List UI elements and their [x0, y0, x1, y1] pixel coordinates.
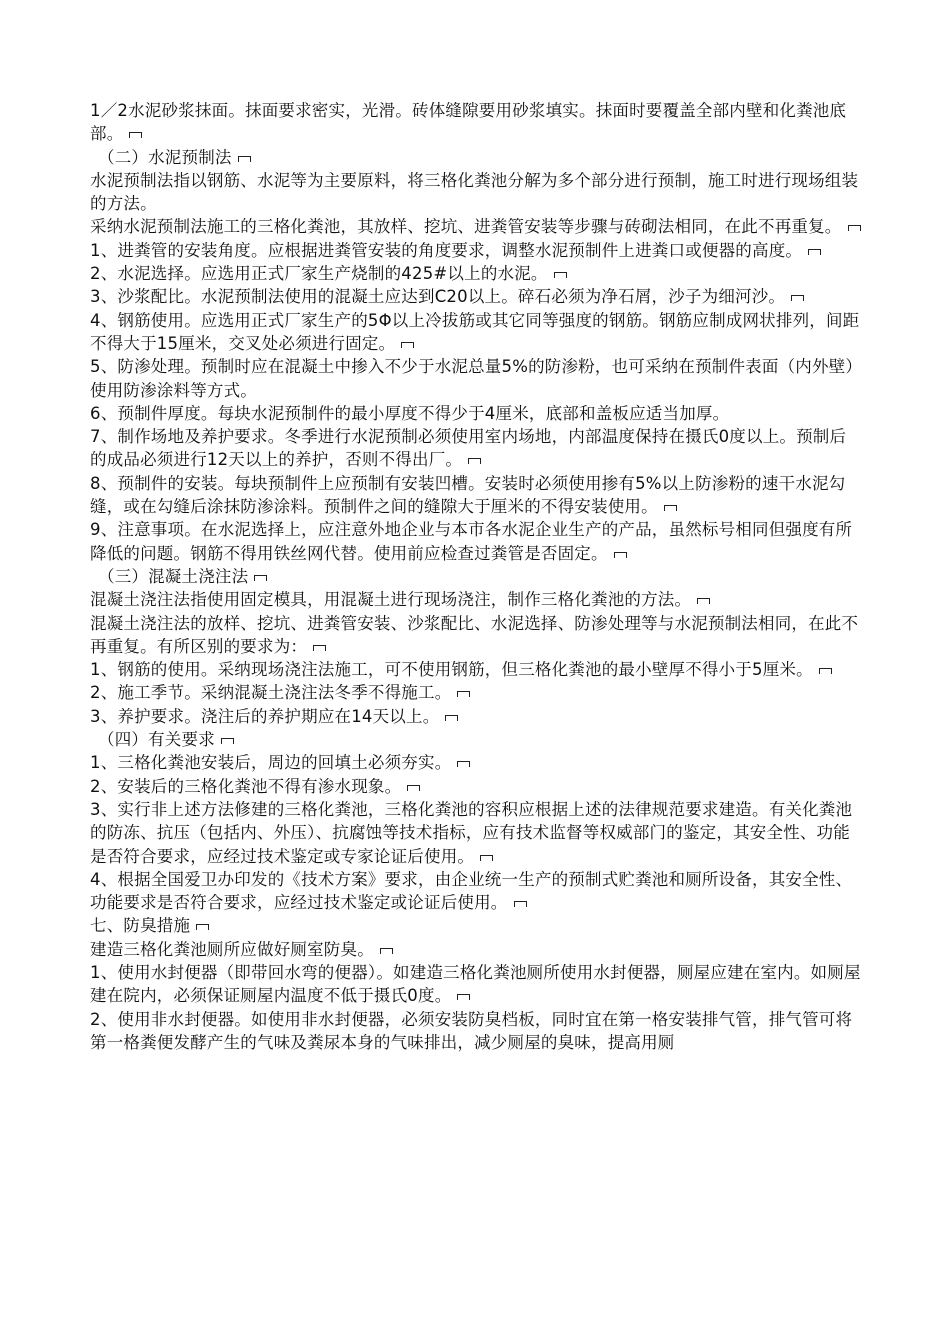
paragraph	[90, 425, 862, 472]
paragraph-text: 1／2水泥砂浆抹面。抹面要求密实，光滑。砖体缝隙要用砂浆填实。抹面时要覆盖全部内壁和化粪池底部。	[90, 101, 847, 144]
paragraph-mark-icon	[819, 668, 832, 674]
paragraph	[90, 99, 862, 146]
paragraph-mark-icon	[791, 295, 804, 301]
paragraph-text: 7、制作场地及养护要求。冬季进行水泥预制必须使用室内场地，内部温度保持在摄氏0度以上。预制后的成品必须进行12天以上的养护，否则不得出厂。	[90, 427, 847, 470]
paragraph-mark-icon	[445, 715, 458, 721]
paragraph-mark-icon	[221, 738, 234, 744]
paragraph	[90, 472, 862, 519]
paragraph-mark-icon	[457, 691, 470, 697]
paragraph	[90, 355, 862, 402]
paragraph-mark-icon	[808, 249, 821, 255]
paragraph	[90, 751, 862, 774]
paragraph-text: （二）水泥预制法	[98, 147, 232, 167]
paragraph-mark-icon	[664, 505, 677, 511]
paragraph-mark-icon	[238, 156, 251, 162]
paragraph-text: 2、施工季节。采纳混凝土浇注法冬季不得施工。	[90, 683, 452, 703]
paragraph-text: 5、防渗处理。预制时应在混凝土中掺入不少于水泥总量5%的防渗粉，也可采纳在预制件表面（内外壁）使用防渗涂料等方式。	[90, 357, 854, 400]
paragraph	[90, 588, 862, 611]
paragraph-mark-icon	[380, 948, 393, 954]
paragraph	[90, 914, 862, 937]
section-heading	[90, 146, 862, 169]
paragraph-mark-icon	[401, 342, 414, 348]
paragraph	[90, 402, 862, 425]
paragraph-mark-icon	[196, 924, 209, 930]
paragraph-text: 建造三格化粪池厕所应做好厕室防臭。	[90, 939, 374, 959]
paragraph	[90, 658, 862, 681]
paragraph	[90, 239, 862, 262]
paragraph-mark-icon	[457, 994, 470, 1000]
paragraph	[90, 518, 862, 565]
paragraph-mark-icon	[480, 855, 493, 861]
paragraph-mark-icon	[697, 598, 710, 604]
paragraph-text: 3、沙浆配比。水泥预制法使用的混凝土应达到C20以上。碎石必须为净石屑，沙子为细河沙。	[90, 287, 786, 307]
section-heading	[90, 728, 862, 751]
paragraph	[90, 309, 862, 356]
paragraph-mark-icon	[254, 575, 267, 581]
paragraph	[90, 262, 862, 285]
paragraph	[90, 1008, 862, 1055]
paragraph-text: 2、水泥选择。应选用正式厂家生产烧制的425#以上的水泥。	[90, 264, 548, 284]
paragraph-text: 1、使用水封便器（即带回水弯的便器）。如建造三格化粪池厕所使用水封便器，厕屋应建在室内。如厕屋建在院内，必须保证厕屋内温度不低于摄氏0度。	[90, 962, 861, 1006]
paragraph-mark-icon	[554, 272, 567, 278]
paragraph-text: 4、根据全国爱卫办印发的《技术方案》要求，由企业统一生产的预制式贮粪池和厕所设备，其安全性、功能要求是否符合要求，应经过技术鉴定或论证后使用。	[90, 869, 853, 913]
paragraph-text: 9、注意事项。在水泥选择上，应注意外地企业与本市各水泥企业生产的产品，虽然标号相同但强度有所降低的问题。钢筋不得用铁丝网代替。使用前应检查过粪管是否固定。	[90, 520, 853, 563]
paragraph-text: 混凝土浇注法指使用固定模具，用混凝土进行现场浇注，制作三格化粪池的方法。	[90, 590, 692, 610]
paragraph	[90, 169, 862, 216]
paragraph-text: 采纳水泥预制法施工的三格化粪池，其放样、挖坑、进粪管安装等步骤与砖砌法相同，在此不再重复。	[90, 217, 842, 237]
paragraph-mark-icon	[457, 761, 470, 767]
paragraph-text: 4、钢筋使用。应选用正式厂家生产的5Φ以上冷拔筋或其它同等强度的钢筋。钢筋应制成网状排列，间距不得大于15厘米，交叉处必须进行固定。	[90, 310, 860, 353]
section-heading	[90, 565, 862, 588]
paragraph-text: （四）有关要求	[98, 730, 215, 750]
paragraph-text: 2、安装后的三格化粪池不得有渗水现象。	[90, 776, 402, 796]
paragraph-mark-icon	[848, 225, 861, 231]
paragraph-text: 混凝土浇注法的放样、挖坑、进粪管安装、沙浆配比、水泥选择、防渗处理等与水泥预制法相同，在此不再重复。有所区别的要求为：	[90, 613, 859, 656]
paragraph	[90, 961, 862, 1008]
paragraph-text: 水泥预制法指以钢筋、水泥等为主要原料，将三格化粪池分解为多个部分进行预制，施工时进行现场组装的方法。	[90, 170, 859, 214]
paragraph-text: 6、预制件厚度。每块水泥预制件的最小厚度不得少于4厘米，底部和盖板应适当加厚。	[90, 403, 730, 423]
paragraph-mark-icon	[614, 552, 627, 558]
document-body	[90, 99, 862, 1054]
paragraph	[90, 868, 862, 915]
paragraph-text: 1、三格化粪池安装后，周边的回填土必须夯实。	[90, 753, 452, 773]
paragraph-text: 1、进粪管的安装角度。应根据进粪管安装的角度要求，调整水泥预制件上进粪口或便器的高度。	[90, 240, 803, 260]
paragraph	[90, 612, 862, 659]
paragraph-mark-icon	[468, 458, 481, 464]
paragraph	[90, 285, 862, 308]
paragraph-text: 1、钢筋的使用。采纳现场浇注法施工，可不使用钢筋，但三格化粪池的最小壁厚不得小于5厘米。	[90, 660, 813, 680]
paragraph	[90, 798, 862, 868]
paragraph-text: 2、使用非水封便器。如使用非水封便器，必须安装防臭档板，同时宜在第一格安装排气管，排气管可将第一格粪便发酵产生的气味及粪尿本身的气味排出，减少厕屋的臭味，提高用厕	[90, 1009, 853, 1052]
paragraph-text: 七、防臭措施	[90, 916, 191, 936]
paragraph	[90, 215, 862, 238]
paragraph	[90, 705, 862, 728]
paragraph-text: 3、实行非上述方法修建的三格化粪池，三格化粪池的容积应根据上述的法律规范要求建造。有关化粪池的防冻、抗压（包括内、外压）、抗腐蚀等技术指标，应有技术监督等权威部门的鉴定，其安全性、功能是否符合要求，应经过技术鉴定或专家论证后使用。	[90, 799, 853, 866]
paragraph-mark-icon	[313, 645, 326, 651]
paragraph	[90, 681, 862, 704]
paragraph-mark-icon	[407, 785, 420, 791]
paragraph-mark-icon	[514, 901, 527, 907]
paragraph	[90, 775, 862, 798]
paragraph-text: 3、养护要求。浇注后的养护期应在14天以上。	[90, 706, 440, 726]
paragraph-text: 8、预制件的安装。每块预制件上应预制有安装凹槽。安装时必须使用掺有5%以上防渗粉的速干水泥勾缝，或在勾缝后涂抹防渗涂料。预制件之间的缝隙大于厘米的不得安装使用。	[90, 473, 846, 517]
paragraph-mark-icon	[129, 132, 142, 138]
paragraph	[90, 938, 862, 961]
paragraph-text: （三）混凝土浇注法	[98, 566, 249, 586]
